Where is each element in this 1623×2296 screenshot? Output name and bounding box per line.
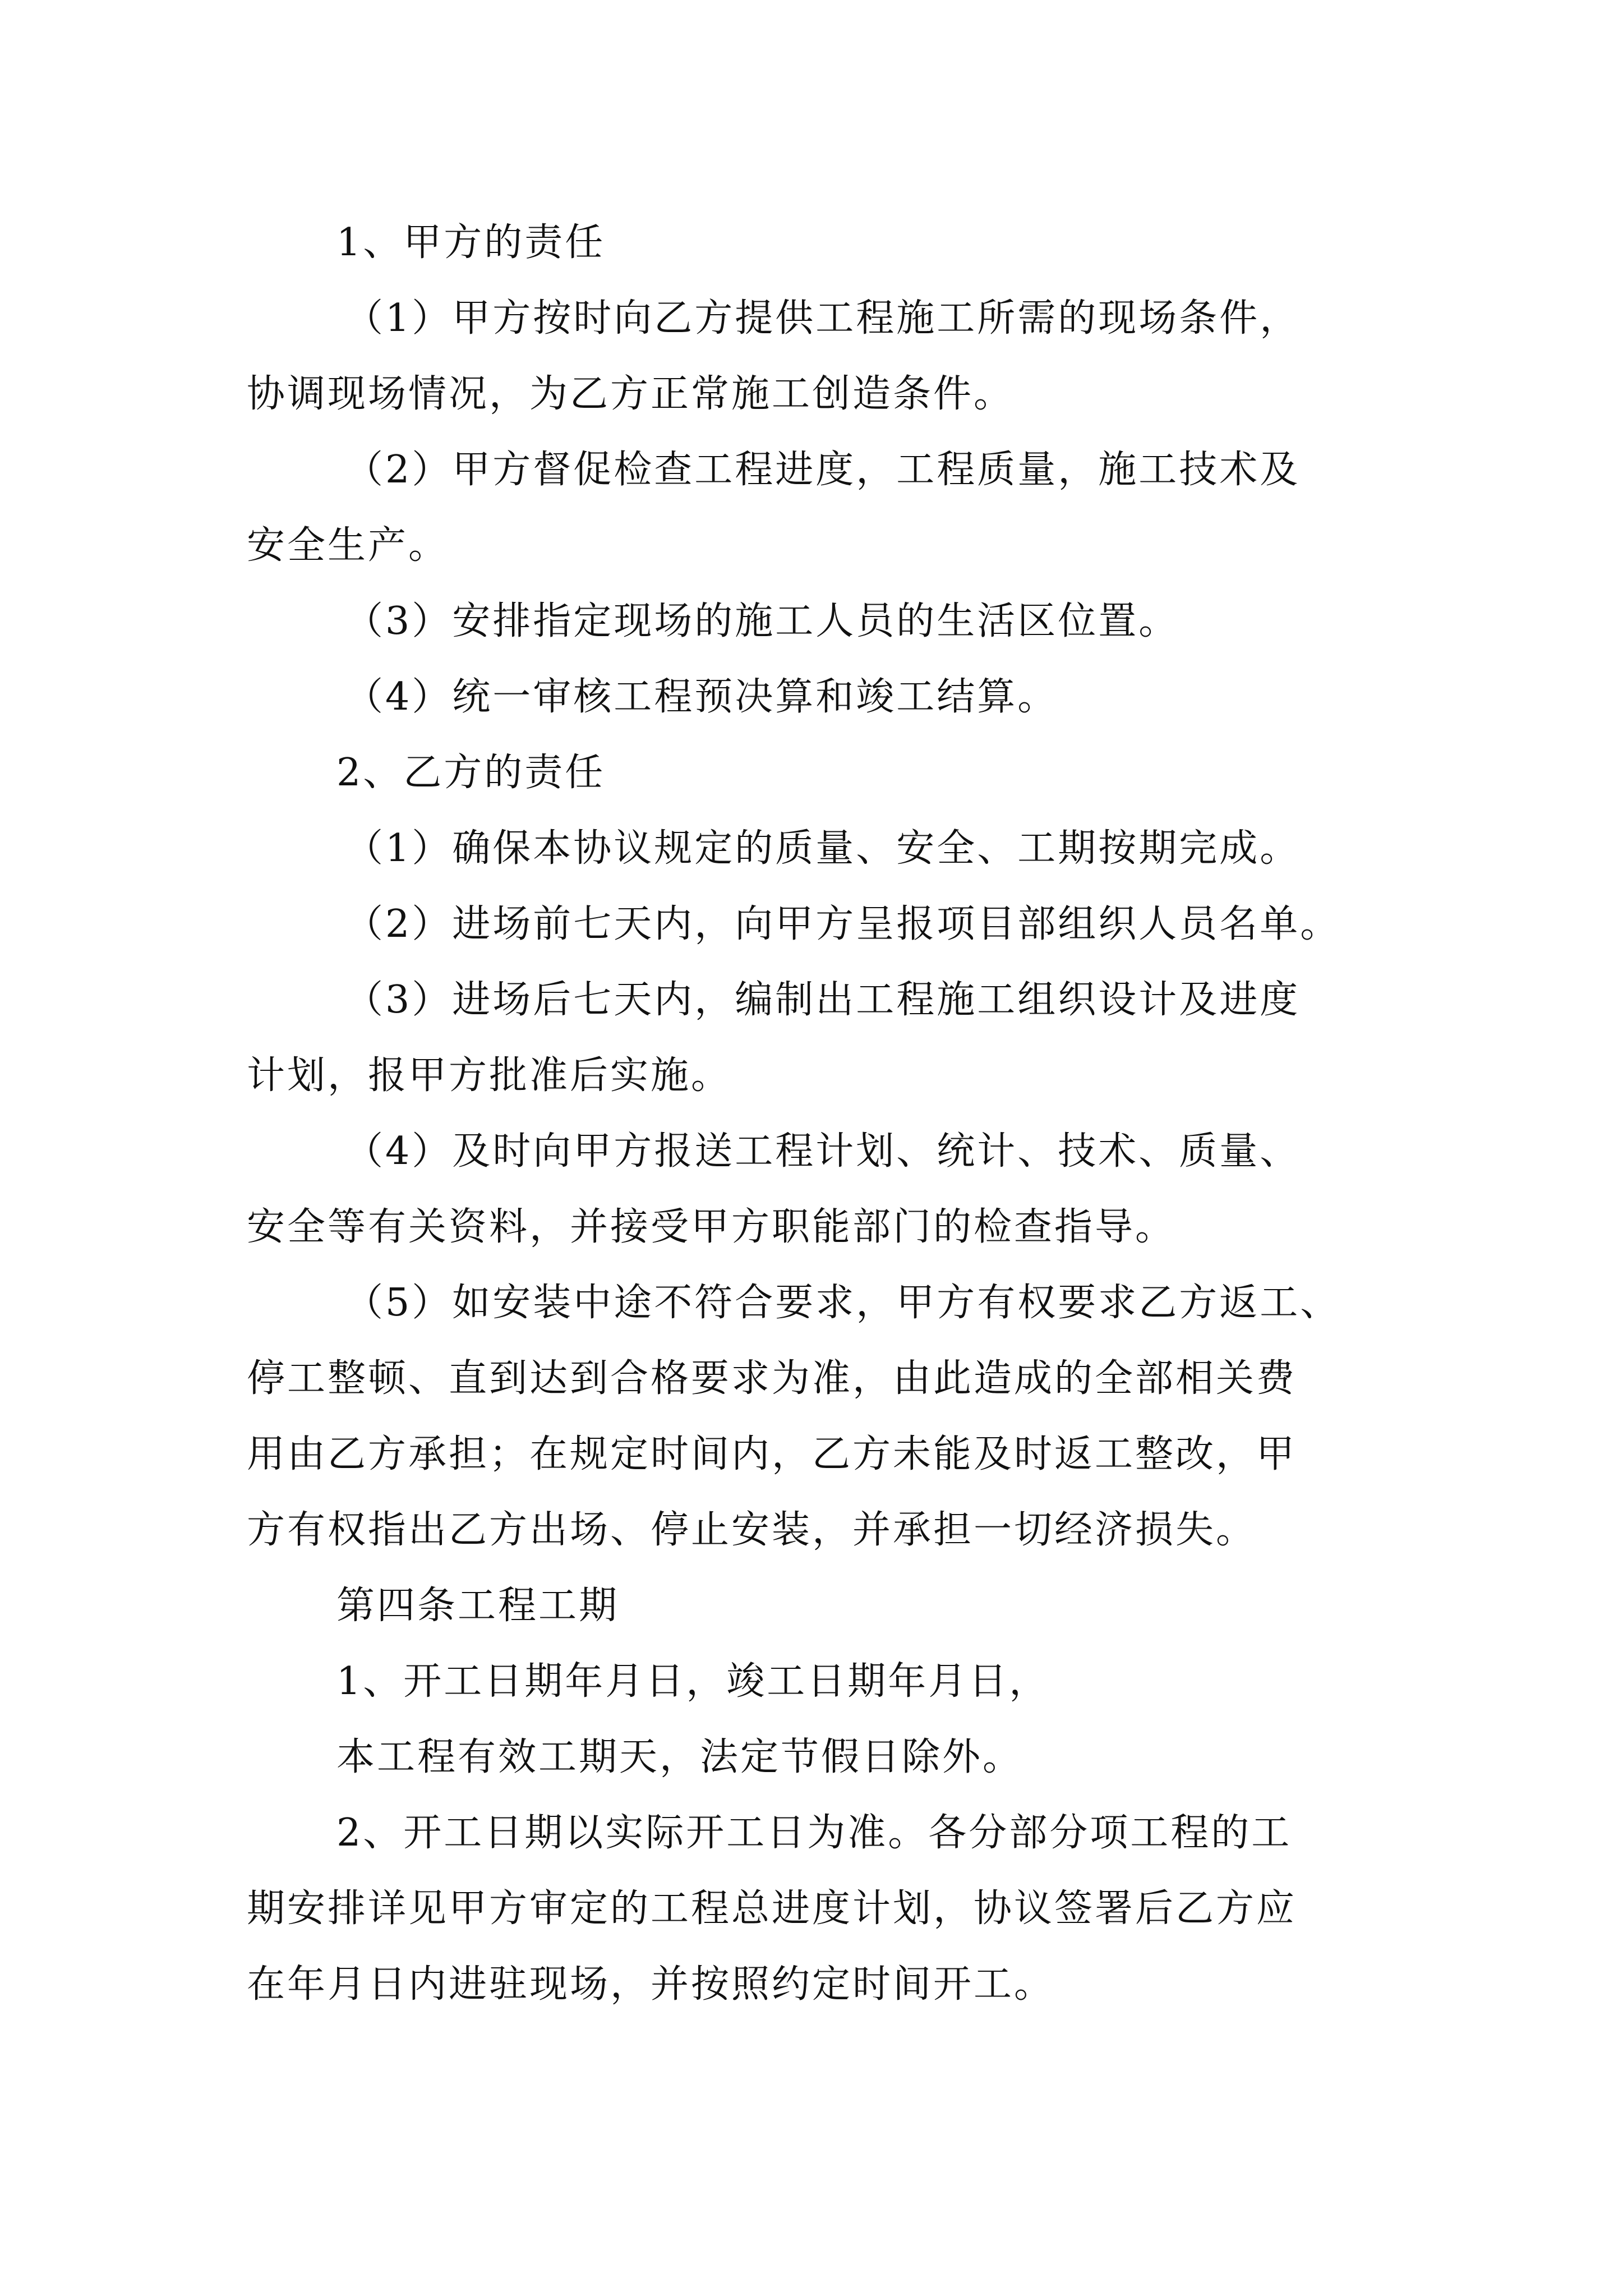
paragraph-line: （3）安排指定现场的施工人员的生活区位置。: [345, 599, 1179, 643]
paragraph-line: 安全生产。: [247, 523, 449, 568]
paragraph-line: （4）及时向甲方报送工程计划、统计、技术、质量、: [345, 1129, 1301, 1174]
paragraph-line: 1、开工日期年月日，竣工日期年月日，: [336, 1659, 1050, 1704]
paragraph-line: （5）如安装中途不符合要求，甲方有权要求乙方返工、: [345, 1281, 1341, 1325]
paragraph-line: （2）进场前七天内，向甲方呈报项目部组织人员名单。: [345, 902, 1341, 946]
paragraph-line: 期安排详见甲方审定的工程总进度计划，协议签署后乙方应: [247, 1887, 1297, 1931]
paragraph-line: 安全等有关资料，并接受甲方职能部门的检查指导。: [247, 1205, 1176, 1249]
section-heading-party-b: 2、乙方的责任: [336, 751, 606, 795]
paragraph-line: 本工程有效工期天，法定节假日除外。: [336, 1735, 1023, 1779]
paragraph-line: （4）统一审核工程预决算和竣工结算。: [345, 675, 1058, 719]
paragraph-line: 用由乙方承担；在规定时间内，乙方未能及时返工整改，甲: [247, 1432, 1297, 1476]
paragraph-line: 计划，报甲方批准后实施。: [247, 1053, 732, 1098]
paragraph-line: 停工整顿、直到达到合格要求为准，由此造成的全部相关费: [247, 1356, 1297, 1401]
paragraph-line: （2）甲方督促检查工程进度，工程质量，施工技术及: [345, 448, 1301, 492]
paragraph-line: （1）甲方按时向乙方提供工程施工所需的现场条件，: [345, 296, 1301, 341]
paragraph-line: 方有权指出乙方出场、停止安装，并承担一切经济损失。: [247, 1508, 1257, 1552]
article-heading: 第四条工程工期: [336, 1584, 620, 1628]
paragraph-line: 2、开工日期以实际开工日为准。各分部分项工程的工: [336, 1811, 1292, 1855]
paragraph-line: （1）确保本协议规定的质量、安全、工期按期完成。: [345, 826, 1301, 871]
paragraph-line: （3）进场后七天内，编制出工程施工组织设计及进度: [345, 978, 1301, 1022]
paragraph-line: 协调现场情况，为乙方正常施工创造条件。: [247, 372, 1015, 416]
paragraph-line: 在年月日内进驻现场，并按照约定时间开工。: [247, 1962, 1055, 2007]
section-heading-party-a: 1、甲方的责任: [336, 220, 606, 265]
